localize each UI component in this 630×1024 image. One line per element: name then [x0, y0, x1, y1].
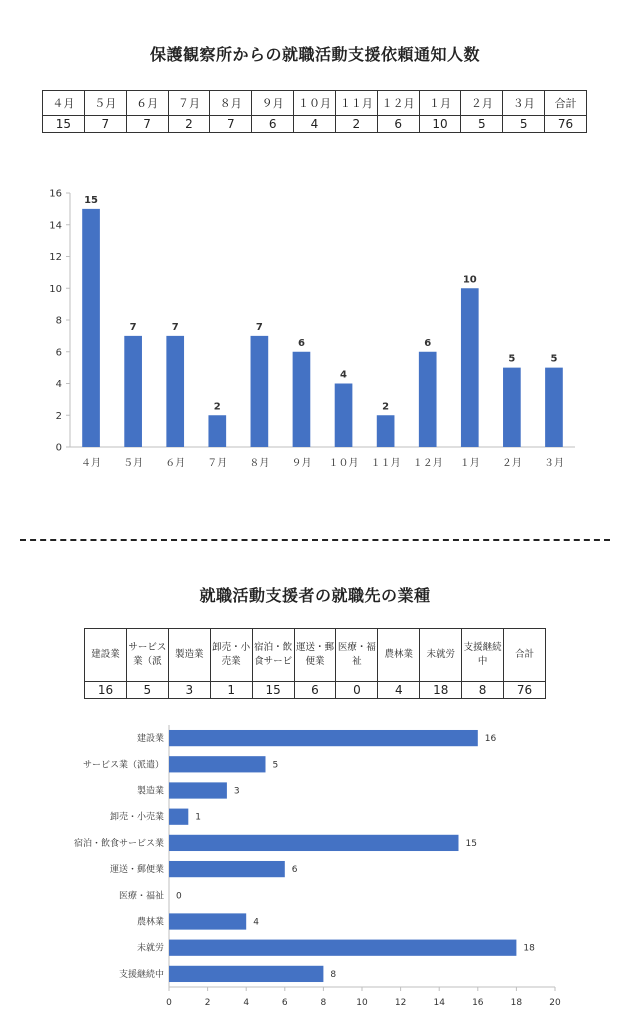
- data-label: 2: [382, 401, 390, 413]
- bar: [335, 384, 353, 448]
- y-tick-label: 2: [55, 410, 62, 422]
- data-label: 15: [465, 838, 477, 849]
- table-value-cell: 6: [377, 116, 419, 133]
- table-value-cell: 15: [43, 116, 85, 133]
- bar: [377, 415, 395, 447]
- data-label: 18: [523, 943, 535, 954]
- table-header-cell: 合計: [545, 91, 587, 116]
- table-header-cell: 卸売・小売業: [210, 629, 252, 682]
- x-tick-label: １０月: [328, 458, 359, 469]
- y-tick-label: 未就労: [136, 943, 164, 954]
- table-header-cell: 支援継続中: [462, 629, 504, 682]
- bar: [461, 288, 479, 447]
- data-label: 7: [171, 321, 179, 333]
- monthly-count-table: [42, 90, 587, 133]
- x-tick-label: 4: [243, 998, 250, 1008]
- bar: [208, 415, 226, 447]
- x-tick-label: １２月: [412, 458, 443, 469]
- table-header-cell: サービス業（派: [126, 629, 168, 682]
- monthly-bar-chart: [0, 180, 630, 480]
- table-value-cell: 15: [252, 682, 294, 699]
- table-header-cell: 農林業: [378, 629, 420, 682]
- table-value-cell: 7: [210, 116, 252, 133]
- y-tick-label: 0: [55, 442, 62, 454]
- data-label: 5: [550, 353, 558, 365]
- data-label: 6: [424, 337, 432, 349]
- data-label: 6: [297, 337, 305, 349]
- data-label: 10: [462, 274, 477, 286]
- y-tick-label: 14: [49, 220, 62, 232]
- table-value-cell: 2: [335, 116, 377, 133]
- data-label: 0: [176, 891, 182, 902]
- table-value-cell: 5: [503, 116, 545, 133]
- bar: [169, 809, 188, 825]
- table-header-cell: 建設業: [85, 629, 127, 682]
- x-tick-label: ４月: [81, 458, 102, 469]
- bar: [169, 835, 459, 851]
- data-label: 3: [233, 786, 240, 797]
- table-value-cell: 76: [545, 116, 587, 133]
- x-tick-label: ７月: [207, 458, 228, 469]
- table-header-cell: 宿泊・飲食サービ: [252, 629, 294, 682]
- bar: [169, 861, 285, 877]
- x-tick-label: 8: [320, 998, 327, 1008]
- table-value-cell: 4: [378, 682, 420, 699]
- x-tick-label: 0: [166, 998, 172, 1008]
- data-label: 5: [272, 760, 279, 771]
- bar: [169, 966, 323, 982]
- y-tick-label: 12: [49, 252, 62, 263]
- bar: [545, 368, 563, 447]
- x-tick-label: １月: [459, 458, 480, 469]
- x-tick-label: ５月: [123, 458, 144, 469]
- y-tick-label: 製造業: [136, 786, 164, 797]
- y-tick-label: サービス業（派遣）: [82, 760, 164, 771]
- table-value-cell: 10: [419, 116, 461, 133]
- table-value-cell: 4: [294, 116, 336, 133]
- table-header-cell: ８月: [210, 91, 252, 116]
- table-header-cell: 運送・郵便業: [294, 629, 336, 682]
- table-value-cell: 5: [461, 116, 503, 133]
- bar: [419, 352, 437, 447]
- bar: [169, 730, 478, 746]
- bar: [166, 336, 184, 447]
- x-tick-label: ３月: [543, 458, 564, 469]
- x-tick-label: ８月: [249, 458, 270, 469]
- bar: [293, 352, 311, 447]
- bar: [169, 913, 246, 929]
- y-tick-label: 6: [55, 347, 62, 359]
- data-label: 4: [340, 369, 348, 381]
- table-header-cell: ２月: [461, 91, 503, 116]
- x-tick-label: 2: [204, 998, 211, 1008]
- x-tick-label: 10: [356, 998, 368, 1008]
- industry-bar-chart: [0, 720, 630, 1020]
- x-tick-label: ６月: [165, 458, 186, 469]
- table-header-cell: ５月: [84, 91, 126, 116]
- data-label: 8: [330, 969, 337, 980]
- data-label: 1: [195, 812, 202, 823]
- y-tick-label: 宿泊・飲食サービス業: [73, 838, 164, 849]
- table-value-cell: 8: [462, 682, 504, 699]
- data-label: 15: [84, 194, 99, 206]
- bar: [169, 940, 516, 956]
- y-tick-label: 農林業: [136, 917, 164, 928]
- bar: [503, 368, 521, 447]
- y-tick-label: 建設業: [136, 734, 164, 745]
- table-value-cell: 6: [294, 682, 336, 699]
- table-header-cell: 未就労: [420, 629, 462, 682]
- y-tick-label: 16: [49, 188, 62, 200]
- table-header-cell: 医療・福祉: [336, 629, 378, 682]
- table-value-cell: 7: [84, 116, 126, 133]
- table-header-cell: １２月: [377, 91, 419, 116]
- table-header-cell: 合計: [504, 629, 546, 682]
- y-tick-label: 4: [55, 379, 62, 390]
- table-header-cell: ６月: [126, 91, 168, 116]
- bar: [124, 336, 142, 447]
- y-tick-label: 医療・福祉: [118, 891, 164, 902]
- table-value-row: [85, 682, 546, 699]
- table-value-cell: 5: [126, 682, 168, 699]
- y-tick-label: 卸売・小売業: [109, 812, 164, 823]
- table-header-cell: １月: [419, 91, 461, 116]
- table-header-cell: ４月: [43, 91, 85, 116]
- data-label: 6: [291, 865, 298, 876]
- table-value-cell: 18: [420, 682, 462, 699]
- table-header-cell: ３月: [503, 91, 545, 116]
- bar: [169, 756, 266, 772]
- x-tick-label: 20: [549, 998, 561, 1008]
- x-tick-label: 12: [394, 998, 407, 1008]
- table-header-cell: １０月: [294, 91, 336, 116]
- y-tick-label: 運送・郵便業: [109, 865, 164, 876]
- x-tick-label: 6: [281, 998, 288, 1008]
- table-value-cell: 76: [504, 682, 546, 699]
- table-value-cell: 3: [168, 682, 210, 699]
- table-header-row: [85, 629, 546, 682]
- table-value-cell: 0: [336, 682, 378, 699]
- table-header-cell: 製造業: [168, 629, 210, 682]
- table-value-cell: 2: [168, 116, 210, 133]
- table-header-row: [43, 91, 587, 116]
- table-value-row: [43, 116, 587, 133]
- table-value-cell: 7: [126, 116, 168, 133]
- data-label: 16: [484, 734, 497, 745]
- data-label: 2: [213, 401, 221, 413]
- x-tick-label: １１月: [370, 458, 401, 469]
- data-label: 5: [508, 353, 516, 365]
- table-header-cell: ７月: [168, 91, 210, 116]
- chart1-title: 保護観察所からの就職活動支援依頼通知人数: [149, 45, 480, 64]
- y-tick-label: 10: [49, 283, 62, 295]
- table-value-cell: 16: [85, 682, 127, 699]
- table-value-cell: 6: [252, 116, 294, 133]
- x-tick-label: 16: [472, 998, 484, 1008]
- data-label: 4: [253, 917, 259, 928]
- y-tick-label: 8: [55, 315, 62, 327]
- x-tick-label: ２月: [501, 458, 522, 469]
- x-tick-label: 14: [433, 998, 445, 1008]
- x-tick-label: ９月: [291, 458, 312, 469]
- chart2-title: 就職活動支援者の就職先の業種: [199, 586, 431, 605]
- bar: [169, 782, 227, 798]
- bar: [251, 336, 269, 447]
- x-tick-label: 18: [510, 998, 523, 1008]
- industry-count-table: [84, 628, 546, 699]
- data-label: 7: [255, 321, 263, 333]
- table-value-cell: 1: [210, 682, 252, 699]
- y-tick-label: 支援継続中: [118, 969, 164, 980]
- bar: [82, 209, 100, 447]
- table-header-cell: １１月: [335, 91, 377, 116]
- section-divider: [20, 539, 610, 541]
- table-header-cell: ９月: [252, 91, 294, 116]
- data-label: 7: [129, 321, 137, 333]
